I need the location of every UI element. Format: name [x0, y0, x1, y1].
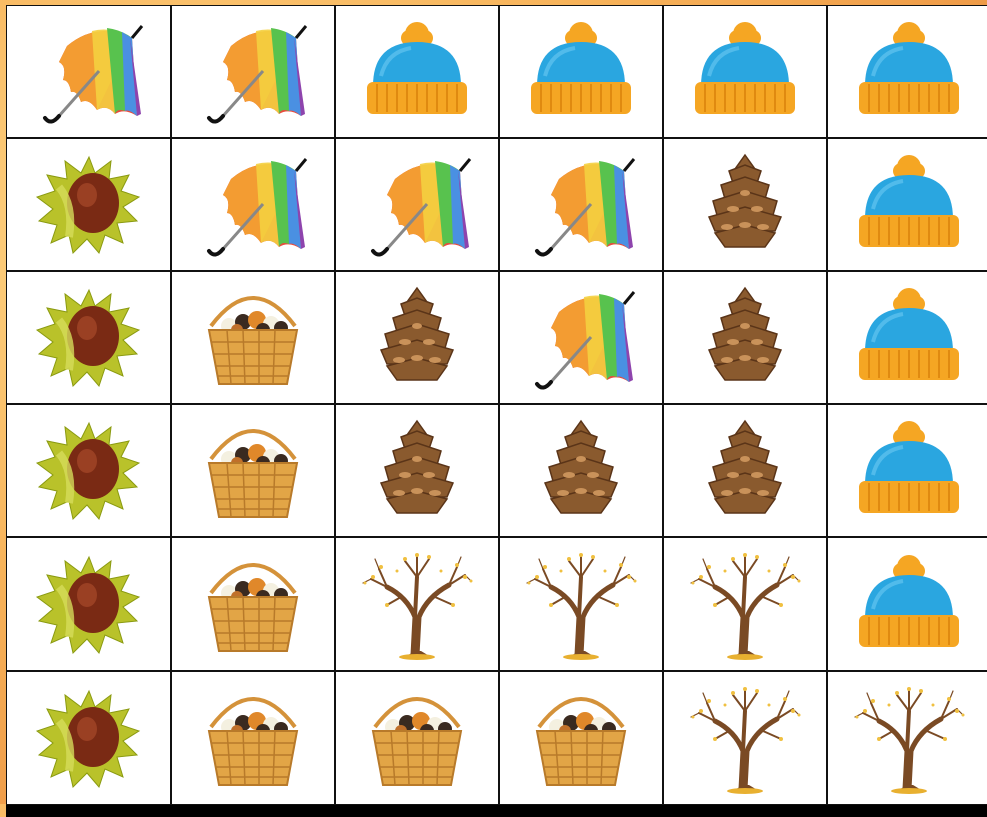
grid-cell-r2-c2[interactable]	[171, 138, 335, 271]
pinecone-icon	[521, 413, 641, 528]
grid-cell-r6-c4[interactable]	[499, 671, 663, 805]
grid-cell-r1-c3[interactable]	[335, 5, 499, 138]
umbrella-icon	[193, 147, 313, 262]
pinecone-icon	[685, 413, 805, 528]
autumn-tree-icon	[357, 547, 477, 662]
umbrella-icon	[29, 14, 149, 129]
grid-cell-r1-c5[interactable]	[663, 5, 827, 138]
knit-hat-icon	[849, 147, 969, 262]
umbrella-icon	[193, 14, 313, 129]
grid-cell-r6-c6[interactable]	[827, 671, 987, 805]
chestnut-icon	[29, 681, 149, 796]
chestnut-icon	[29, 547, 149, 662]
autumn-tree-icon	[849, 681, 969, 796]
grid-cell-r2-c5[interactable]	[663, 138, 827, 271]
grid-cell-r2-c1[interactable]	[6, 138, 171, 271]
grid-cell-r4-c4[interactable]	[499, 404, 663, 537]
grid-cell-r3-c4[interactable]	[499, 271, 663, 404]
grid-cell-r6-c5[interactable]	[663, 671, 827, 805]
grid-cell-r5-c2[interactable]	[171, 537, 335, 671]
chestnut-icon	[29, 147, 149, 262]
mushroom-basket-icon	[193, 547, 313, 662]
knit-hat-icon	[849, 413, 969, 528]
chestnut-icon	[29, 413, 149, 528]
grid-cell-r5-c5[interactable]	[663, 537, 827, 671]
knit-hat-icon	[685, 14, 805, 129]
grid-cell-r5-c6[interactable]	[827, 537, 987, 671]
knit-hat-icon	[521, 14, 641, 129]
grid-cell-r4-c6[interactable]	[827, 404, 987, 537]
mushroom-basket-icon	[193, 681, 313, 796]
knit-hat-icon	[357, 14, 477, 129]
chestnut-icon	[29, 280, 149, 395]
grid-cell-r5-c4[interactable]	[499, 537, 663, 671]
autumn-tree-icon	[685, 547, 805, 662]
umbrella-icon	[357, 147, 477, 262]
grid-cell-r5-c1[interactable]	[6, 537, 171, 671]
grid-cell-r6-c2[interactable]	[171, 671, 335, 805]
mushroom-basket-icon	[521, 681, 641, 796]
grid-cell-r4-c1[interactable]	[6, 404, 171, 537]
knit-hat-icon	[849, 14, 969, 129]
knit-hat-icon	[849, 280, 969, 395]
umbrella-icon	[521, 147, 641, 262]
grid-cell-r2-c6[interactable]	[827, 138, 987, 271]
mushroom-basket-icon	[357, 681, 477, 796]
game-board	[6, 5, 987, 817]
pinecone-icon	[357, 280, 477, 395]
grid-cell-r3-c6[interactable]	[827, 271, 987, 404]
grid-cell-r3-c2[interactable]	[171, 271, 335, 404]
grid-cell-r1-c2[interactable]	[171, 5, 335, 138]
grid-cell-r1-c1[interactable]	[6, 5, 171, 138]
grid-cell-r1-c4[interactable]	[499, 5, 663, 138]
umbrella-icon	[521, 280, 641, 395]
mushroom-basket-icon	[193, 280, 313, 395]
grid-cell-r6-c1[interactable]	[6, 671, 171, 805]
grid-cell-r4-c2[interactable]	[171, 404, 335, 537]
grid-cell-r4-c5[interactable]	[663, 404, 827, 537]
mushroom-basket-icon	[193, 413, 313, 528]
grid-cell-r4-c3[interactable]	[335, 404, 499, 537]
grid-cell-r3-c5[interactable]	[663, 271, 827, 404]
autumn-tree-icon	[521, 547, 641, 662]
grid-cell-r2-c3[interactable]	[335, 138, 499, 271]
grid-cell-r5-c3[interactable]	[335, 537, 499, 671]
grid-cell-r3-c3[interactable]	[335, 271, 499, 404]
knit-hat-icon	[849, 547, 969, 662]
grid-cell-r2-c4[interactable]	[499, 138, 663, 271]
grid-cell-r6-c3[interactable]	[335, 671, 499, 805]
autumn-tree-icon	[685, 681, 805, 796]
pinecone-icon	[357, 413, 477, 528]
grid-cell-r1-c6[interactable]	[827, 5, 987, 138]
pinecone-icon	[685, 147, 805, 262]
grid-cell-r3-c1[interactable]	[6, 271, 171, 404]
pinecone-icon	[685, 280, 805, 395]
